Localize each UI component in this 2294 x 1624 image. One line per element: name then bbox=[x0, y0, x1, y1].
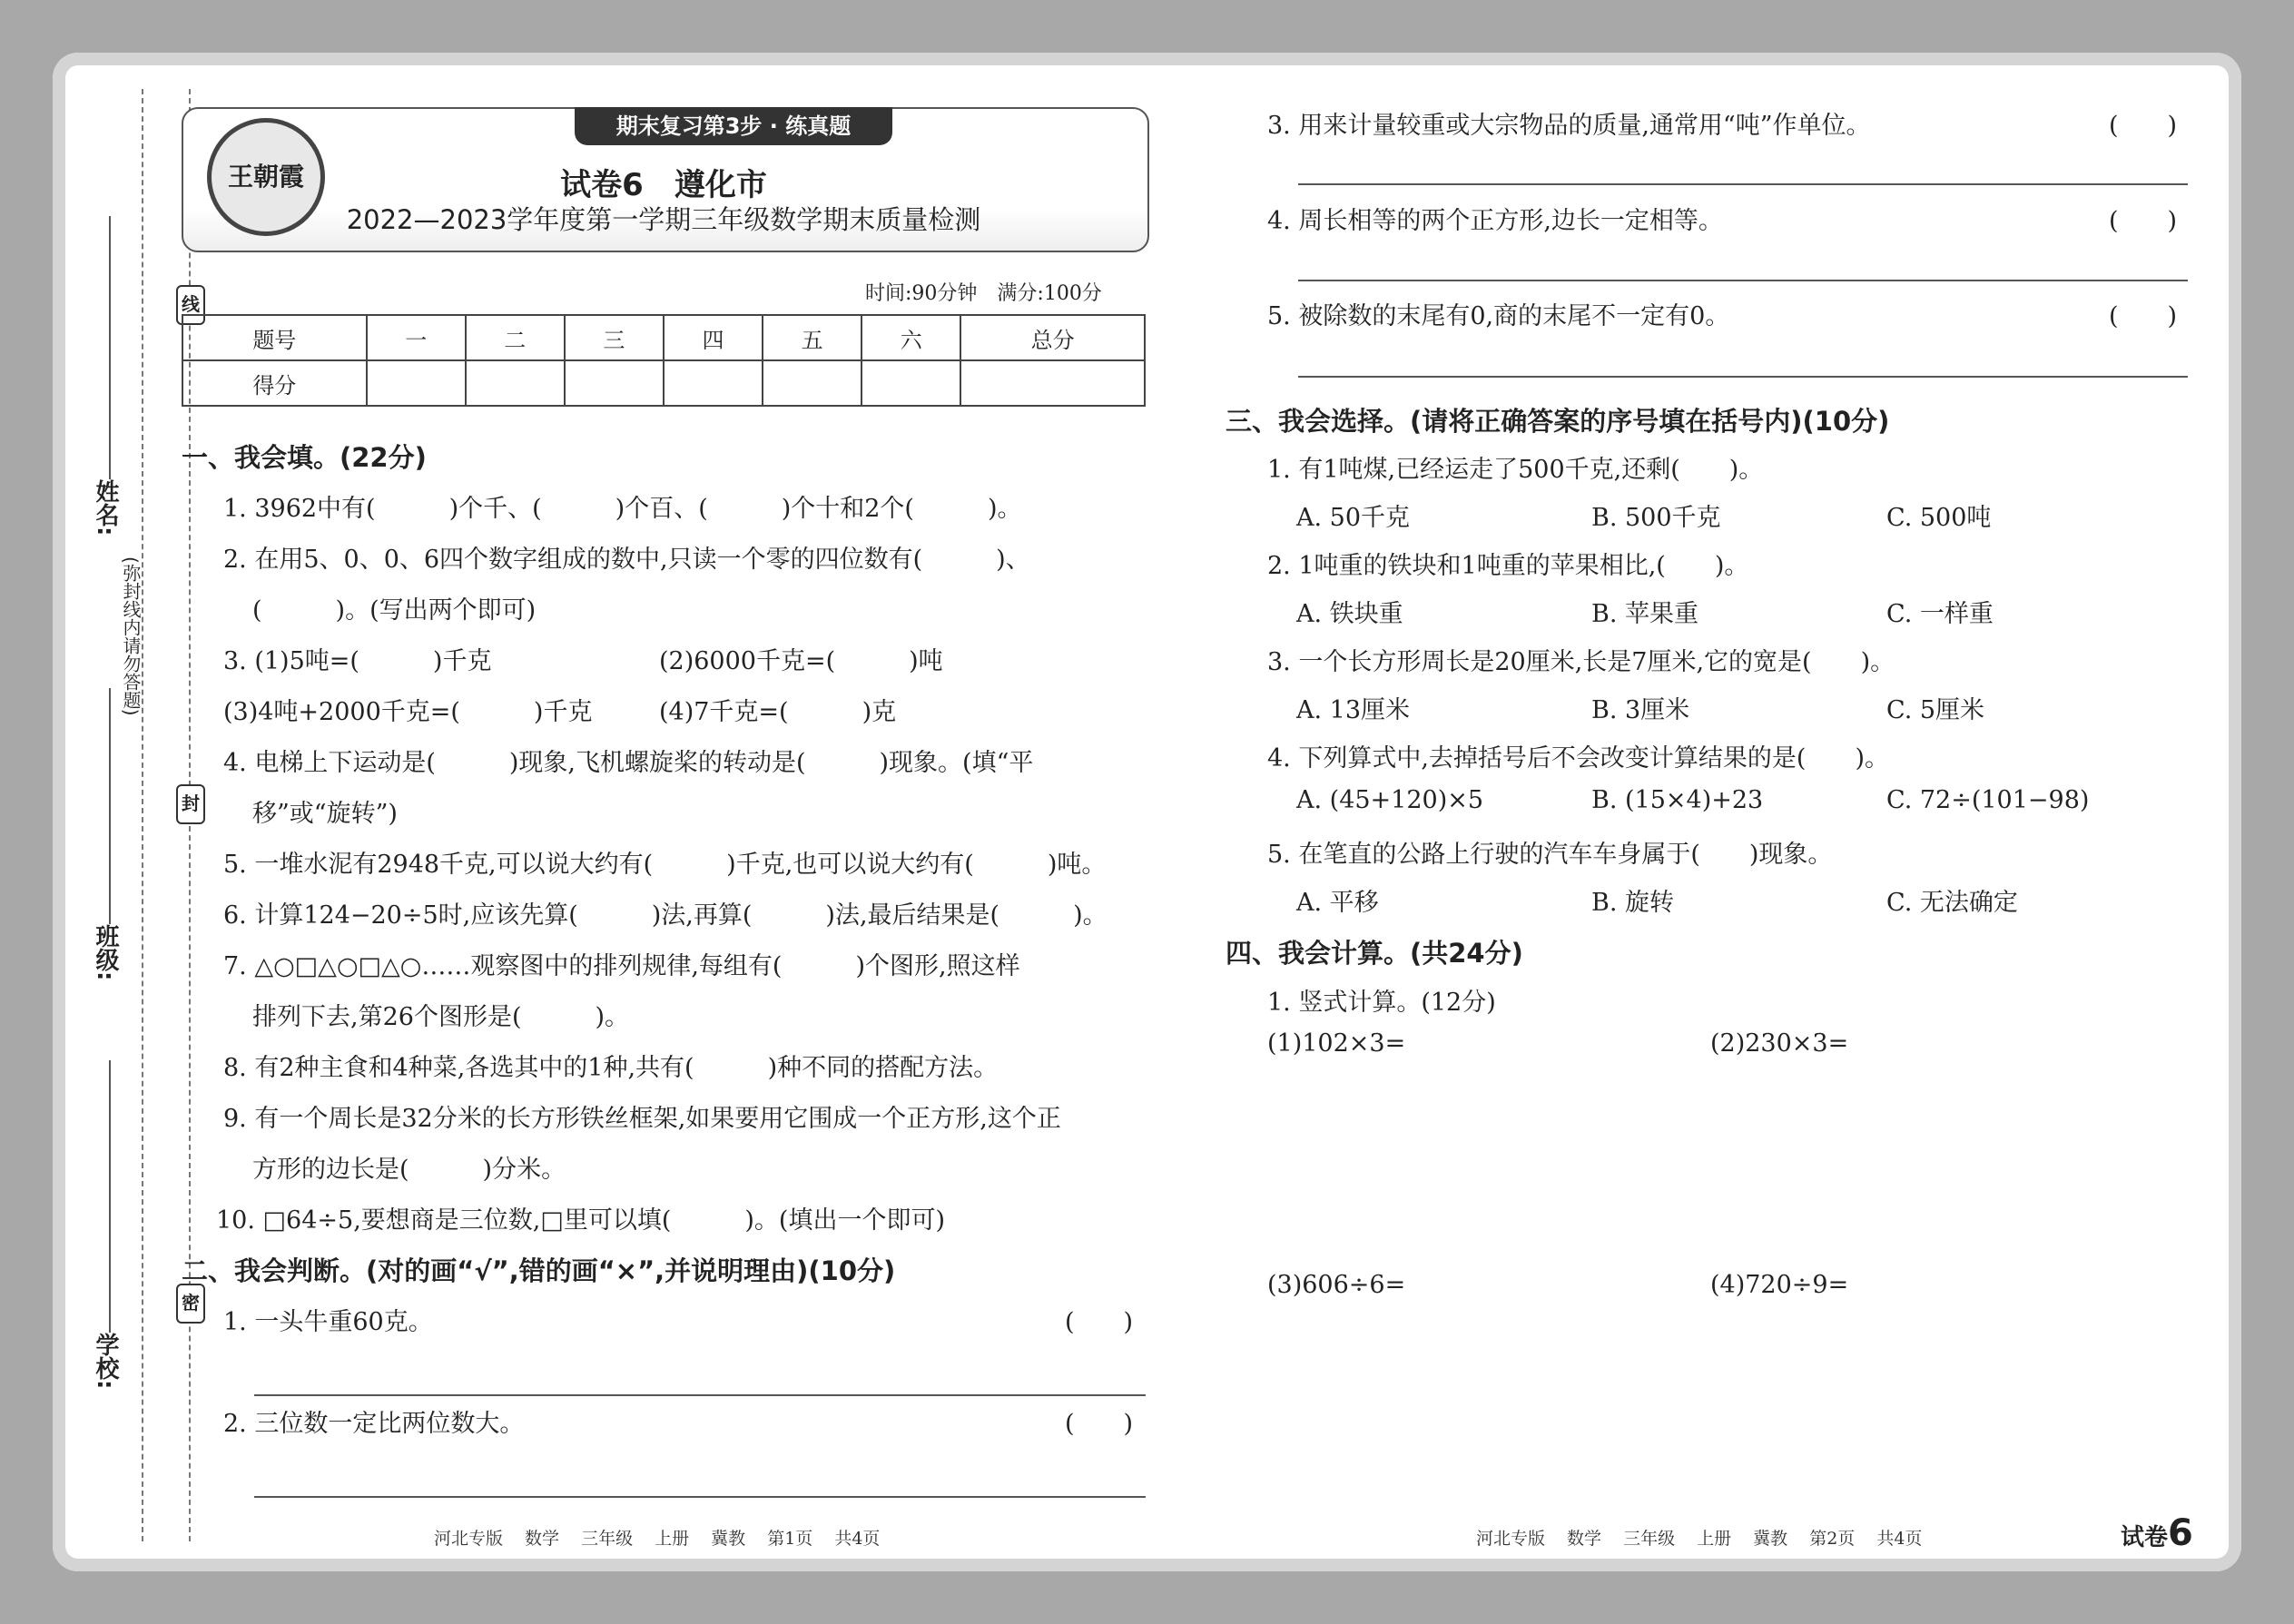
s2-q3-paren: ( ) bbox=[2109, 112, 2178, 140]
footer-badge-label: 试卷 bbox=[2121, 1524, 2169, 1551]
score-table bbox=[182, 314, 1146, 407]
score-input-cell[interactable] bbox=[664, 360, 763, 406]
s2-q1: 1. 一头牛重60克。 bbox=[223, 1308, 433, 1336]
s2-q4-answer-line[interactable] bbox=[1298, 280, 2188, 281]
s4-item3: (3)606÷6= bbox=[1267, 1271, 1406, 1299]
s3-q1-b[interactable]: B. 500千克 bbox=[1591, 504, 1721, 532]
score-cell: 三 bbox=[565, 315, 664, 360]
s3-q5-a[interactable]: A. 平移 bbox=[1296, 889, 1379, 917]
s3-q5-b[interactable]: B. 旋转 bbox=[1591, 889, 1675, 917]
s1-q2: 2. 在用5、0、0、6四个数字组成的数中,只读一个零的四位数有( )、 bbox=[223, 546, 1030, 574]
footer-badge bbox=[2121, 1512, 2193, 1554]
score-cell: 总分 bbox=[960, 315, 1145, 360]
s3-q2-b[interactable]: B. 苹果重 bbox=[1591, 600, 1699, 628]
exam-title: 试卷6 遵化市 bbox=[560, 167, 767, 203]
header-banner-text: 期末复习第3步 · 练真题 bbox=[615, 113, 852, 139]
s1-q3-1: 3. (1)5吨=( )千克 bbox=[223, 647, 492, 675]
section4-title: 四、我会计算。(共24分) bbox=[1226, 938, 1523, 969]
binding-dashed-line bbox=[142, 89, 143, 1541]
score-row-label: 得分 bbox=[182, 360, 367, 406]
header-banner bbox=[575, 107, 892, 145]
s1-q4: 4. 电梯上下运动是( )现象,飞机螺旋桨的转动是( )现象。(填“平 bbox=[223, 749, 1034, 777]
score-cell: 题号 bbox=[182, 315, 367, 360]
s2-q1-answer-line[interactable] bbox=[254, 1394, 1146, 1396]
class-label: 班级: bbox=[92, 924, 119, 981]
s1-q7: 7. △○□△○□△○……观察图中的排列规律,每组有( )个图形,照这样 bbox=[223, 952, 1020, 980]
s3-q1: 1. 有1吨煤,已经运走了500千克,还剩( )。 bbox=[1267, 456, 1764, 484]
time-info: 时间:90分钟 满分:100分 bbox=[865, 282, 1102, 305]
section2-title: 二、我会判断。(对的画“√”,错的画“×”,并说明理由)(10分) bbox=[182, 1255, 896, 1286]
s3-q2: 2. 1吨重的铁块和1吨重的苹果相比,( )。 bbox=[1267, 552, 1749, 580]
s2-q2: 2. 三位数一定比两位数大。 bbox=[223, 1410, 525, 1438]
s1-q10: 10. □64÷5,要想商是三位数,□里可以填( )。(填出一个即可) bbox=[216, 1206, 945, 1235]
s3-q3-b[interactable]: B. 3厘米 bbox=[1591, 696, 1690, 724]
section1-title: 一、我会填。(22分) bbox=[182, 442, 427, 473]
name-underline bbox=[109, 216, 111, 479]
s3-q4-b[interactable]: B. (15×4)+23 bbox=[1591, 786, 1764, 814]
score-input-cell[interactable] bbox=[960, 360, 1145, 406]
s2-q5: 5. 被除数的末尾有0,商的末尾不一定有0。 bbox=[1267, 302, 1730, 330]
seal-feng: 封 bbox=[176, 784, 205, 824]
score-input-cell[interactable] bbox=[466, 360, 565, 406]
s3-q5-c[interactable]: C. 无法确定 bbox=[1886, 889, 2018, 917]
notice-label: (弥封线内请勿答题) bbox=[120, 556, 142, 716]
s1-q3-2: (2)6000千克=( )吨 bbox=[659, 647, 943, 675]
s3-q4-a[interactable]: A. (45+120)×5 bbox=[1296, 786, 1484, 814]
score-input-cell[interactable] bbox=[763, 360, 861, 406]
score-cell: 五 bbox=[763, 315, 861, 360]
s3-q5: 5. 在笔直的公路上行驶的汽车车身属于( )现象。 bbox=[1267, 841, 1833, 869]
s1-q7-cont: 排列下去,第26个图形是( )。 bbox=[252, 1003, 630, 1031]
s2-q5-paren: ( ) bbox=[2109, 302, 2178, 330]
score-cell: 四 bbox=[664, 315, 763, 360]
s1-q3-3: (3)4吨+2000千克=( )千克 bbox=[223, 698, 593, 726]
score-cell: 六 bbox=[861, 315, 960, 360]
score-table-header-row bbox=[182, 315, 1145, 360]
s1-q8: 8. 有2种主食和4种菜,各选其中的1种,共有( )种不同的搭配方法。 bbox=[223, 1054, 999, 1082]
s4-item1: (1)102×3= bbox=[1267, 1029, 1406, 1058]
s4-item4: (4)720÷9= bbox=[1710, 1271, 1849, 1299]
footer-right: 河北专版 数学 三年级 上册 冀教 第2页 共4页 bbox=[1476, 1529, 1923, 1549]
school-underline bbox=[109, 1060, 111, 1333]
footer-badge-num: 6 bbox=[2168, 1512, 2193, 1554]
s2-q4-paren: ( ) bbox=[2109, 207, 2178, 235]
score-table-score-row bbox=[182, 360, 1145, 406]
s4-sub: 1. 竖式计算。(12分) bbox=[1267, 989, 1496, 1017]
logo-text: 王朝霞 bbox=[227, 162, 304, 192]
s1-q9: 9. 有一个周长是32分米的长方形铁丝框架,如果要用它围成一个正方形,这个正 bbox=[223, 1105, 1061, 1133]
s3-q1-a[interactable]: A. 50千克 bbox=[1296, 504, 1411, 532]
name-label: 姓名: bbox=[92, 479, 119, 536]
s2-q2-paren: ( ) bbox=[1065, 1410, 1134, 1438]
s2-q4: 4. 周长相等的两个正方形,边长一定相等。 bbox=[1267, 207, 1723, 235]
s3-q2-a[interactable]: A. 铁块重 bbox=[1296, 600, 1403, 628]
score-cell: 一 bbox=[367, 315, 466, 360]
s3-q3-a[interactable]: A. 13厘米 bbox=[1296, 696, 1411, 724]
s1-q4-cont: 移”或“旋转”) bbox=[252, 800, 398, 828]
s1-q1: 1. 3962中有( )个千、( )个百、( )个十和2个( )。 bbox=[223, 495, 1022, 523]
s3-q4-c[interactable]: C. 72÷(101−98) bbox=[1886, 786, 2090, 814]
s1-q3-4: (4)7千克=( )克 bbox=[659, 698, 897, 726]
s2-q2-answer-line[interactable] bbox=[254, 1496, 1146, 1498]
s1-q2-cont: ( )。(写出两个即可) bbox=[252, 596, 537, 625]
s1-q6: 6. 计算124−20÷5时,应该先算( )法,再算( )法,最后结果是( )。 bbox=[223, 901, 1108, 930]
s3-q4: 4. 下列算式中,去掉括号后不会改变计算结果的是( )。 bbox=[1267, 744, 1889, 773]
footer-left: 河北专版 数学 三年级 上册 冀教 第1页 共4页 bbox=[434, 1529, 881, 1549]
s2-q3: 3. 用来计量较重或大宗物品的质量,通常用“吨”作单位。 bbox=[1267, 112, 1871, 140]
score-cell: 二 bbox=[466, 315, 565, 360]
class-underline bbox=[109, 688, 111, 924]
score-input-cell[interactable] bbox=[565, 360, 664, 406]
seal-xian: 线 bbox=[176, 285, 205, 325]
s3-q1-c[interactable]: C. 500吨 bbox=[1886, 504, 1992, 532]
score-input-cell[interactable] bbox=[861, 360, 960, 406]
s4-item2: (2)230×3= bbox=[1710, 1029, 1849, 1058]
score-input-cell[interactable] bbox=[367, 360, 466, 406]
s1-q5: 5. 一堆水泥有2948千克,可以说大约有( )千克,也可以说大约有( )吨。 bbox=[223, 851, 1107, 879]
exam-sheet bbox=[53, 53, 2241, 1571]
exam-subtitle: 2022—2023学年度第一学期三年级数学期末质量检测 bbox=[346, 204, 981, 235]
s2-q5-answer-line[interactable] bbox=[1298, 376, 2188, 378]
s2-q1-paren: ( ) bbox=[1065, 1308, 1134, 1336]
s1-q9-cont: 方形的边长是( )分米。 bbox=[252, 1156, 566, 1184]
seal-mi: 密 bbox=[176, 1284, 205, 1324]
s3-q2-c[interactable]: C. 一样重 bbox=[1886, 600, 1994, 628]
s3-q3-c[interactable]: C. 5厘米 bbox=[1886, 696, 1985, 724]
school-label: 学校: bbox=[92, 1333, 119, 1390]
s3-q3: 3. 一个长方形周长是20厘米,长是7厘米,它的宽是( )。 bbox=[1267, 648, 1895, 676]
section3-title: 三、我会选择。(请将正确答案的序号填在括号内)(10分) bbox=[1226, 406, 1890, 437]
s2-q3-answer-line[interactable] bbox=[1298, 183, 2188, 185]
